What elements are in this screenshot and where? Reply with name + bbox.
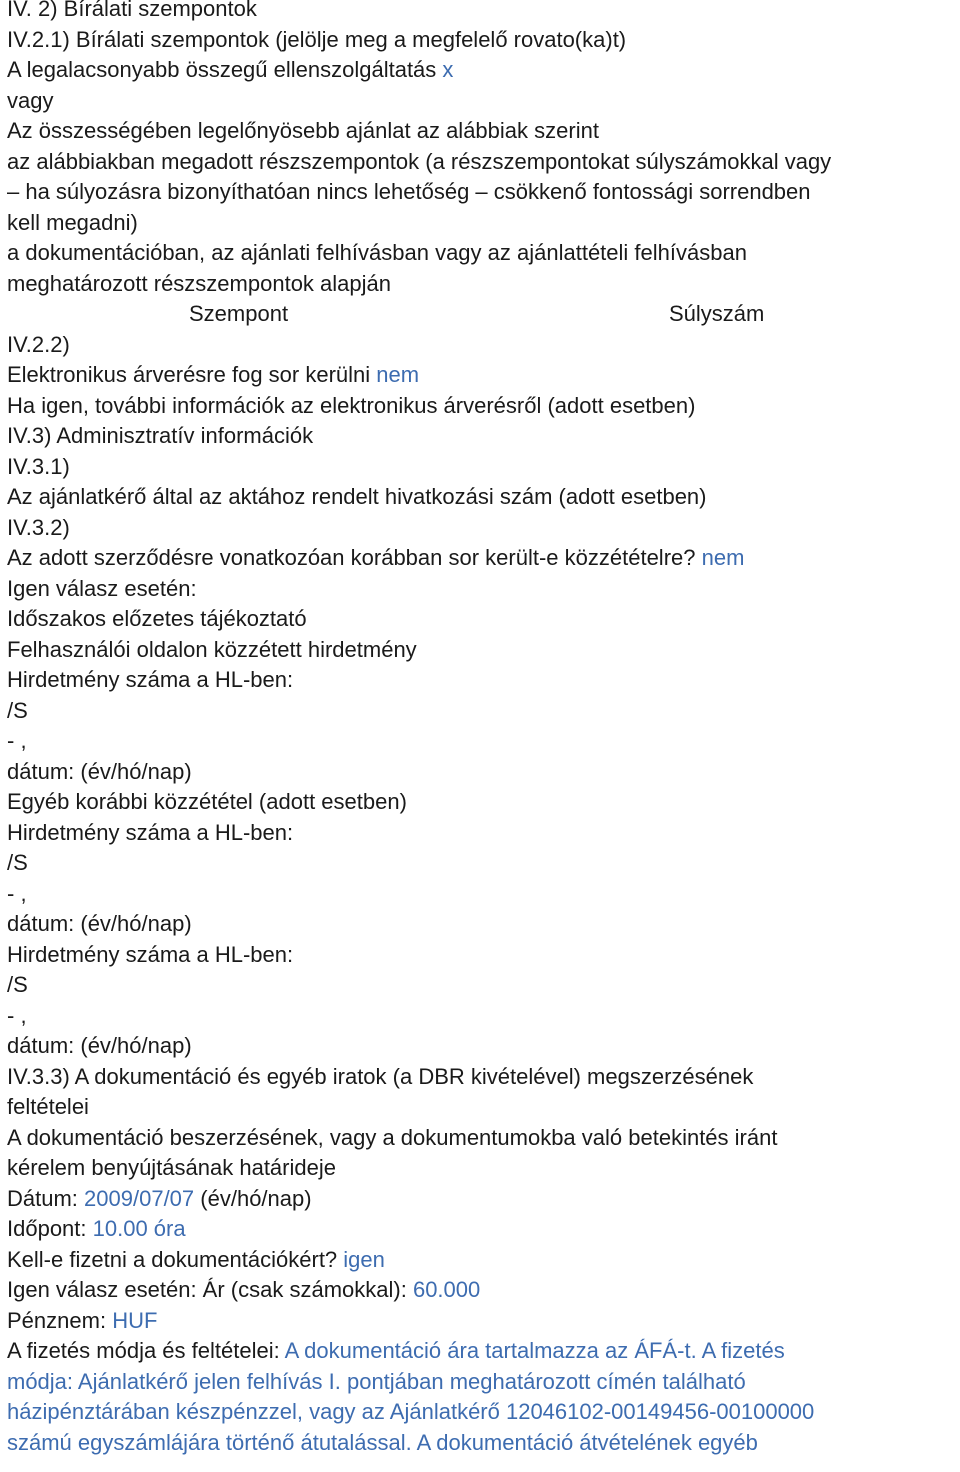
buyer-profile-label: Felhasználói oldalon közzétett hirdetmény	[7, 636, 417, 662]
currency-row	[7, 1306, 957, 1337]
criteria-text-line: kell megadni)	[7, 209, 138, 235]
time-label: Időpont:	[7, 1216, 87, 1241]
criteria-text-line: az alábbiakban megadott részszempontok (a részszempontokat súlyszámokkal vagy	[7, 148, 832, 174]
payment-terms-text: számú egyszámlájára történő átutalással. A dokumentáció átvételének egyéb	[7, 1429, 758, 1455]
payment-terms-text: házipénztárában készpénzzel, vagy az Ajánlatkérő 12046102-00149456-00100000	[7, 1399, 815, 1424]
auction-info: Ha igen, további információk az elektronikus árverésről (adott esetben)	[7, 392, 696, 418]
payment-required-row	[7, 1245, 957, 1276]
price-value: 60.000	[412, 1277, 481, 1302]
notice-dash: - ,	[7, 728, 27, 753]
payment-terms-label: A fizetés módja és feltételei:	[7, 1338, 280, 1363]
notice-date-label: dátum: (év/hó/nap)	[7, 911, 192, 936]
payment-required-label: Kell-e fizetni a dokumentációkért?	[7, 1246, 338, 1272]
notice-date-label: dátum: (év/hó/nap)	[7, 758, 192, 784]
if-yes-label: Igen válasz esetén:	[7, 575, 197, 601]
time-value: 10.00 óra	[92, 1216, 186, 1241]
subsection-title-iv32: IV.3.2)	[7, 514, 70, 540]
date-format: (év/hó/nap)	[200, 1185, 312, 1211]
previous-publication-label: Az adott szerződésre vonatkozóan korábban sor került-e közzétételre?	[7, 545, 696, 570]
auction-label: Elektronikus árverésre fog sor kerülni	[7, 362, 371, 387]
section-heading-iv2: IV. 2) Bírálati szempontok	[7, 0, 257, 21]
notice-dash: - ,	[7, 1002, 27, 1028]
lowest-price-mark: x	[442, 57, 454, 82]
best-value-label: Az összességében legelőnyösebb ajánlat az alábbiak szerint	[7, 118, 599, 143]
subsection-title-iv22: IV.2.2)	[7, 331, 70, 357]
date-label: Dátum:	[7, 1185, 78, 1211]
notice-series: /S	[7, 972, 28, 997]
notice-date-label: dátum: (év/hó/nap)	[7, 1033, 192, 1058]
lowest-price-label: A legalacsonyabb összegű ellenszolgáltatás	[7, 57, 437, 82]
notice-dash: - ,	[7, 880, 27, 906]
notice-number-label: Hirdetmény száma a HL-ben:	[7, 941, 294, 967]
deadline-label-cont: kérelem benyújtásának határideje	[7, 1155, 336, 1180]
previous-publication-row	[7, 543, 957, 574]
periodic-notice-label: Időszakos előzetes tájékoztató	[7, 606, 307, 631]
time-row	[7, 1214, 957, 1245]
deadline-label: A dokumentáció beszerzésének, vagy a dokumentumokba való betekintés iránt	[7, 1124, 778, 1150]
subsection-title-iv33: IV.3.3) A dokumentáció és egyéb iratok (a DBR kivételével) megszerzésének	[7, 1063, 754, 1089]
payment-terms-text: módja: Ajánlatkérő jelen felhívás I. pontjában meghatározott címén található	[7, 1368, 746, 1394]
payment-required-value: igen	[343, 1246, 385, 1272]
notice-number-label: Hirdetmény száma a HL-ben:	[7, 667, 294, 692]
subsection-title-iv21: IV.2.1) Bírálati szempontok (jelölje meg a megfelelő rovato(ka)t)	[7, 26, 627, 52]
section-heading-iv3: IV.3) Adminisztratív információk	[7, 423, 314, 448]
notice-series: /S	[7, 850, 28, 875]
payment-terms-row	[7, 1336, 957, 1367]
previous-publication-value: nem	[701, 545, 745, 570]
column-header-weight: Súlyszám	[669, 301, 765, 326]
currency-label: Pénznem:	[7, 1307, 107, 1333]
lowest-price-row	[7, 55, 957, 86]
criteria-text-line: a dokumentációban, az ajánlati felhívásban vagy az ajánlattételi felhívásban	[7, 240, 747, 265]
document-page	[7, 0, 957, 1458]
or-label: vagy	[7, 87, 54, 113]
auction-row	[7, 360, 957, 391]
date-row	[7, 1184, 957, 1215]
notice-number-label: Hirdetmény száma a HL-ben:	[7, 819, 294, 845]
price-row	[7, 1275, 957, 1306]
criteria-text-line: – ha súlyozásra bizonyíthatóan nincs lehetőség – csökkenő fontossági sorrendben	[7, 179, 811, 204]
date-value: 2009/07/07	[84, 1185, 195, 1211]
currency-value: HUF	[112, 1307, 158, 1333]
notice-series: /S	[7, 697, 28, 723]
auction-value: nem	[376, 362, 420, 387]
reference-number-label: Az ajánlatkérő által az aktához rendelt hivatkozási szám (adott esetben)	[7, 484, 707, 509]
subsection-title-iv31: IV.3.1)	[7, 453, 70, 479]
subsection-title-iv33-cont: feltételei	[7, 1094, 89, 1119]
column-header-criterion: Szempont	[189, 301, 289, 326]
criteria-text-line: meghatározott részszempontok alapján	[7, 270, 391, 296]
other-publication-label: Egyéb korábbi közzététel (adott esetben)	[7, 789, 407, 814]
payment-terms-text: A dokumentáció ára tartalmazza az ÁFÁ-t. A fizetés	[284, 1338, 785, 1363]
price-label: Igen válasz esetén: Ár (csak számokkal):	[7, 1277, 407, 1302]
criteria-table-header	[7, 299, 957, 330]
